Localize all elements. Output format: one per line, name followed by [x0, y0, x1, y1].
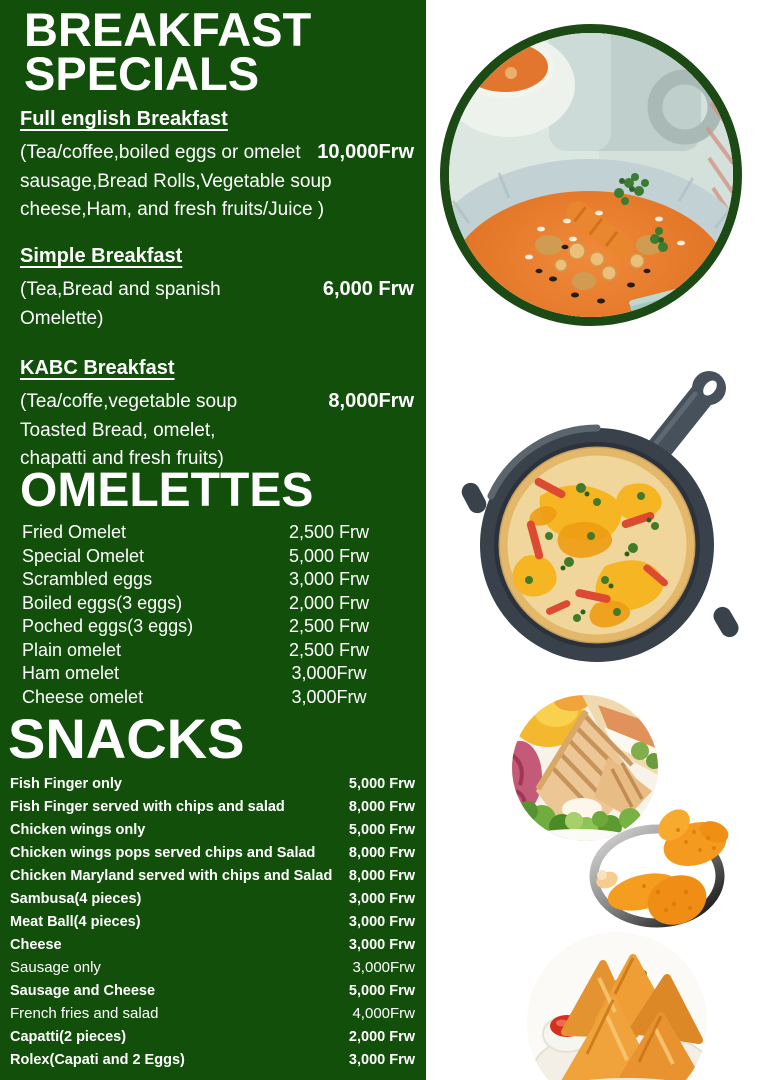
- item-price: 8,000 Frw: [348, 867, 415, 884]
- item-name: Cheese omelet: [22, 686, 144, 707]
- page-title-line2: SPECIALS: [24, 47, 260, 100]
- menu-item-title: Simple Breakfast: [20, 245, 183, 267]
- samosa-photo-art: [527, 932, 707, 1080]
- menu-item-title: KABC Breakfast: [20, 357, 175, 379]
- item-name: Capatti(2 pieces): [10, 1028, 127, 1045]
- item-price: 3,000 Frw: [348, 890, 415, 907]
- item-price: 3,000 Frw: [348, 936, 415, 953]
- list-item: [10, 864, 415, 887]
- menu-item-kabc-breakfast: [20, 357, 420, 474]
- list-item: [22, 545, 404, 569]
- list-item: [10, 772, 415, 795]
- item-name: Cheese: [10, 936, 62, 953]
- item-price: 5,000 Frw: [288, 545, 370, 566]
- item-price: 3,000 Frw: [288, 569, 370, 590]
- list-item: [10, 910, 415, 933]
- item-price: 3,000 Frw: [348, 1051, 415, 1068]
- chicken-photo-art: [558, 792, 748, 942]
- item-name: Chicken wings pops served chips and Salad: [10, 844, 316, 861]
- menu-item-simple-breakfast: [20, 245, 420, 333]
- list-item: [10, 1048, 415, 1071]
- list-item: [10, 933, 415, 956]
- item-price: 2,000 Frw: [348, 1028, 415, 1045]
- menu-item-price: 6,000 Frw: [322, 278, 414, 300]
- item-name: Fried Omelet: [22, 522, 127, 543]
- list-item: [10, 1002, 415, 1025]
- list-item: [10, 1025, 415, 1048]
- item-name: Poched eggs(3 eggs): [22, 616, 194, 637]
- item-name: Chicken Maryland served with chips and Salad: [10, 867, 333, 884]
- item-price: 4,000Frw: [352, 1005, 415, 1022]
- omelette-skillet-photo: [445, 366, 755, 666]
- omelettes-section-heading: OMELETTES: [20, 464, 314, 517]
- item-name: Fish Finger only: [10, 775, 122, 792]
- item-name: French fries and salad: [10, 1005, 159, 1022]
- snacks-list: [10, 772, 415, 1071]
- menu-item-title: Full english Breakfast: [20, 108, 228, 130]
- page-title-line1: BREAKFAST: [24, 3, 312, 56]
- list-item: [22, 592, 404, 616]
- item-price: 5,000 Frw: [348, 982, 415, 999]
- item-price: 2,500 Frw: [288, 522, 370, 543]
- item-name: Boiled eggs(3 eggs): [22, 592, 183, 613]
- list-item: [10, 841, 415, 864]
- item-name: Rolex(Capati and 2 Eggs): [10, 1051, 185, 1068]
- item-price: 8,000 Frw: [348, 798, 415, 815]
- omelettes-list: [22, 521, 404, 709]
- list-item: [10, 795, 415, 818]
- item-name: Fish Finger served with chips and salad: [10, 798, 285, 815]
- item-price: 3,000Frw: [352, 959, 415, 976]
- list-item: [22, 615, 404, 639]
- menu-item-description: (Tea,Bread and spanish Omelette): [20, 279, 221, 329]
- menu-item-full-english: [20, 108, 420, 225]
- fried-chicken-photo: [558, 792, 748, 942]
- item-price: 5,000 Frw: [348, 821, 415, 838]
- soup-photo-art: [449, 33, 733, 317]
- item-name: Sambusa(4 pieces): [10, 890, 142, 907]
- list-item: [10, 956, 415, 979]
- samosa-photo: [527, 932, 707, 1080]
- list-item: [10, 887, 415, 910]
- soup-photo: [440, 24, 742, 326]
- item-name: Chicken wings only: [10, 821, 146, 838]
- skillet-photo-art: [445, 366, 755, 666]
- list-item: [22, 639, 404, 663]
- item-name: Special Omelet: [22, 545, 145, 566]
- page-title: [24, 3, 312, 100]
- item-price: 2,500 Frw: [288, 616, 370, 637]
- item-price: 5,000 Frw: [348, 775, 415, 792]
- item-name: Meat Ball(4 pieces): [10, 913, 141, 930]
- item-price: 3,000Frw: [291, 686, 367, 707]
- menu-item-price: 10,000Frw: [317, 141, 414, 163]
- item-price: 8,000 Frw: [348, 844, 415, 861]
- list-item: [22, 662, 404, 686]
- item-name: Sausage and Cheese: [10, 982, 156, 999]
- item-price: 3,000 Frw: [348, 913, 415, 930]
- menu-item-price: 8,000Frw: [328, 390, 414, 412]
- item-price: 2,000 Frw: [288, 592, 370, 613]
- item-price: 3,000Frw: [291, 663, 367, 684]
- item-name: Plain omelet: [22, 639, 122, 660]
- list-item: [22, 568, 404, 592]
- item-name: Sausage only: [10, 959, 101, 976]
- list-item: [22, 521, 404, 545]
- list-item: [10, 979, 415, 1002]
- snacks-section-heading: SNACKS: [8, 707, 245, 770]
- item-name: Ham omelet: [22, 663, 120, 684]
- menu-item-description: (Tea/coffee,boiled eggs or omelet sausage,Bread Rolls,Vegetable soup cheese,Ham, and fresh fruits/Juice ): [20, 142, 332, 220]
- list-item: [10, 818, 415, 841]
- menu-item-description: (Tea/coffe,vegetable soup Toasted Bread, omelet, chapatti and fresh fruits): [20, 391, 238, 469]
- item-price: 2,500 Frw: [288, 639, 370, 660]
- item-name: Scrambled eggs: [22, 569, 153, 590]
